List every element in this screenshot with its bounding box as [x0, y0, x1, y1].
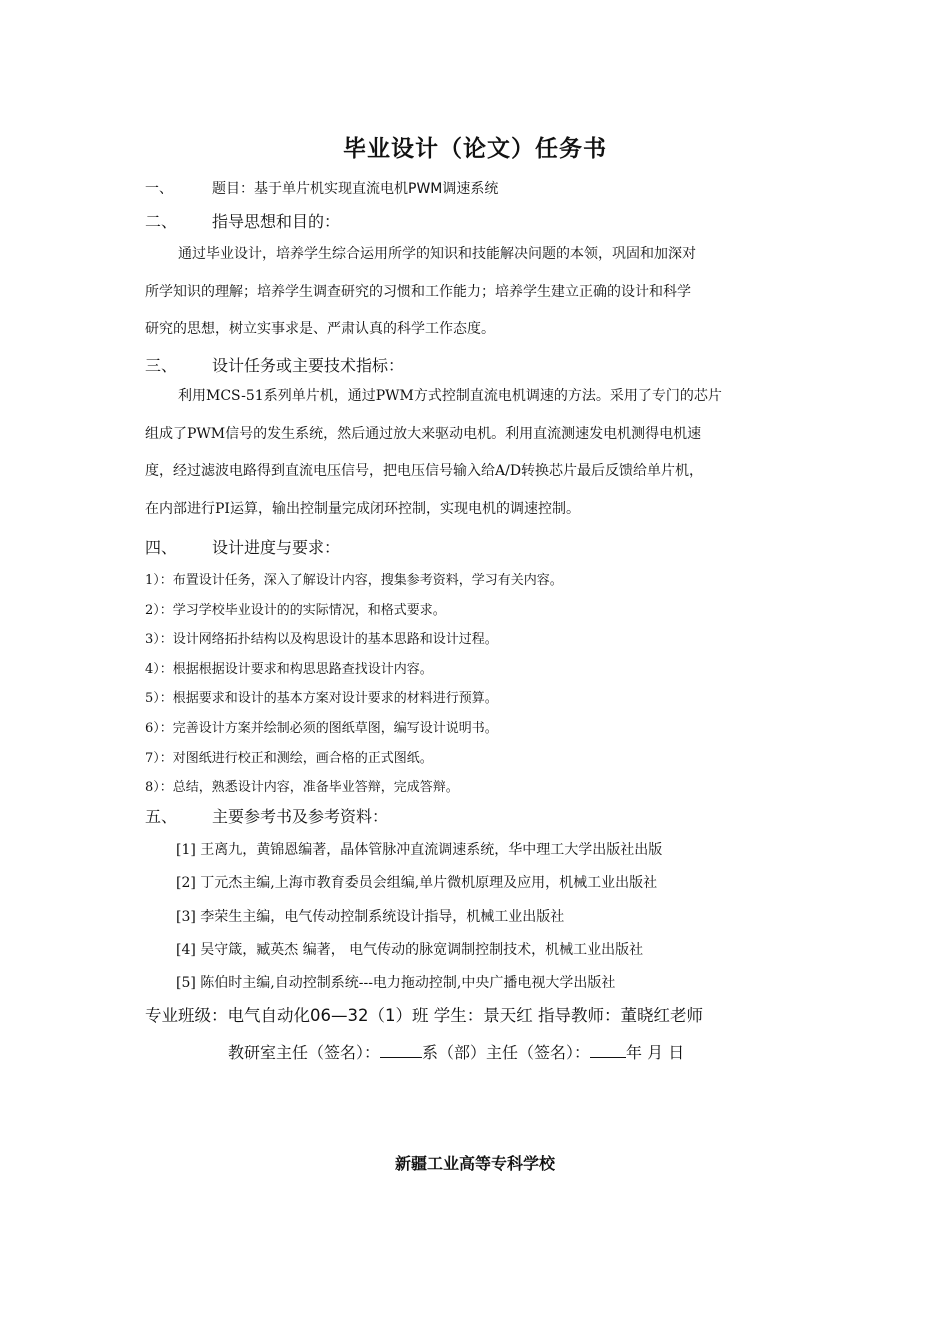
progress-list [145, 566, 563, 803]
section-3-body [145, 378, 825, 528]
progress-item: 6）：完善设计方案并绘制必须的图纸草图，编写设计说明书。 [145, 720, 498, 736]
section-1 [145, 178, 498, 198]
class-info-line: 专业班级：电气自动化06—32（1）班 学生：景天红 指导教师：董晓红老师 [145, 1006, 703, 1025]
progress-item: 3）：设计网络拓扑结构以及构思设计的基本思路和设计过程。 [145, 632, 498, 648]
section-2-line: 所学知识的理解；培养学生调查研究的习惯和工作能力；培养学生建立正确的设计和科学 [145, 283, 691, 300]
section-4-title: 设计进度与要求： [212, 538, 341, 557]
reference-item: [1] 王离九，黄锦恩编著，晶体管脉冲直流调速系统，华中理工大学出版社出版 [176, 842, 663, 858]
progress-item: 2）：学习学校毕业设计的的实际情况，和格式要求。 [145, 602, 446, 618]
section-1-topic: 题目：基于单片机实现直流电机PWM调速系统 [212, 181, 499, 197]
section-3-number: 三、 [145, 356, 178, 375]
section-3-line: 在内部进行PI运算，输出控制量完成闭环控制，实现电机的调速控制。 [145, 500, 580, 517]
progress-item: 4）：根据根据设计要求和构思思路查找设计内容。 [145, 661, 433, 677]
section-4-heading [145, 535, 340, 558]
section-5-title: 主要参考书及参考资料： [212, 807, 389, 826]
progress-item: 8）：总结，熟悉设计内容，准备毕业答辩，完成答辩。 [145, 780, 459, 796]
reference-item: [3] 李荣生主编，电气传动控制系统设计指导，机械工业出版社 [176, 908, 565, 925]
progress-item: 1）：布置设计任务，深入了解设计内容，搜集参考资料，学习有关内容。 [145, 573, 563, 588]
section-4-number: 四、 [145, 538, 178, 557]
signature-line [228, 1040, 684, 1063]
dean-sign-blank[interactable] [590, 1043, 626, 1058]
section-3-heading [145, 353, 404, 376]
section-2-number: 二、 [145, 212, 178, 231]
section-2-body [145, 236, 825, 349]
section-3-title: 设计任务或主要技术指标： [212, 356, 405, 375]
section-2-line: 通过毕业设计，培养学生综合运用所学的知识和技能解决问题的本领，巩固和加深对 [178, 246, 696, 262]
reference-item: [5] 陈伯时主编,自动控制系统---电力拖动控制,中央广播电视大学出版社 [176, 975, 616, 992]
school-name: 新疆工业高等专科学校 [394, 1154, 555, 1173]
reference-item: [4] 吴守箴，臧英杰 编著， 电气传动的脉宽调制控制技术，机械工业出版社 [176, 941, 644, 958]
section-1-number: 一、 [145, 181, 173, 197]
section-3-line: 度，经过滤波电路得到直流电压信号，把电压信号输入给A/D转换芯片最后反馈给单片机， [145, 463, 704, 479]
director-sign-label: 教研室主任（签名）： [228, 1043, 381, 1062]
section-2-line: 研究的思想，树立实事求是、严肃认真的科学工作态度。 [145, 321, 495, 337]
reference-list [176, 834, 662, 1000]
section-2-title: 指导思想和目的： [212, 212, 341, 231]
dean-sign-label: 系（部）主任（签名）： [422, 1043, 591, 1062]
progress-item: 7）：对图纸进行校正和测绘，画合格的正式图纸。 [145, 750, 433, 766]
section-5-heading [145, 804, 388, 827]
section-2-heading [145, 209, 340, 232]
section-3-line: 利用MCS-51系列单片机，通过PWM方式控制直流电机调速的方法。采用了专门的芯片 [178, 388, 722, 404]
reference-item: [2] 丁元杰主编,上海市教育委员会组编,单片微机原理及应用，机械工业出版社 [176, 875, 658, 892]
progress-item: 5）：根据要求和设计的基本方案对设计要求的材料进行预算。 [145, 691, 498, 707]
section-3-line: 组成了PWM信号的发生系统，然后通过放大来驱动电机。利用直流测速发电机测得电机速 [145, 425, 702, 442]
section-5-number: 五、 [145, 807, 178, 826]
document-title: 毕业设计（论文）任务书 [343, 136, 607, 162]
date-label: 年 月 日 [626, 1043, 685, 1062]
director-sign-blank[interactable] [380, 1043, 422, 1058]
